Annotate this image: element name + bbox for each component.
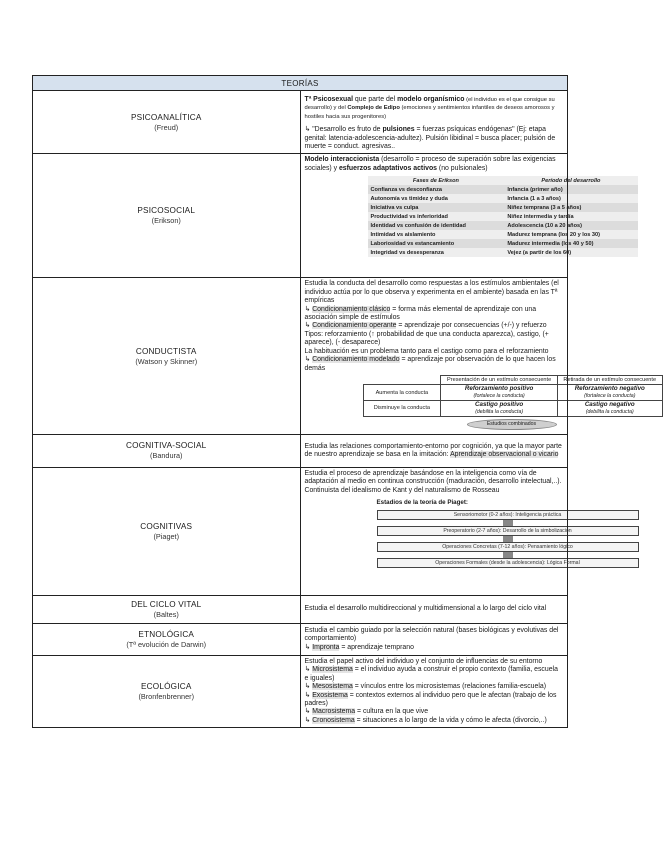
ref-cell <box>558 401 662 417</box>
ref-cell <box>441 401 558 417</box>
row-cognitiva-social <box>33 434 568 467</box>
term: Microsistema <box>312 666 353 674</box>
theory-title: ETNOLÓGICA <box>138 629 195 639</box>
row-label <box>33 278 301 435</box>
text: (no pulsionales) <box>437 164 488 172</box>
combined-studies-label: Estudios combinados <box>467 419 557 430</box>
row-label <box>33 595 301 623</box>
row-label <box>33 91 301 154</box>
theory-author: (Baltes) <box>153 609 179 619</box>
row-ciclo-vital <box>33 595 568 623</box>
paragraph <box>305 443 564 460</box>
text: ↳ <box>304 322 313 330</box>
theory-title: PSICOANALÍTICA <box>130 112 202 122</box>
ref-note: (debilita la conducta) <box>475 408 524 415</box>
text: Estudia las relaciones comportamiento-entorno por cognición, ya que la mayor parte de nuestro aprendizaje se basa en la imitación: <box>304 442 562 458</box>
theory-author: (Bandura) <box>150 451 183 461</box>
text: (el individuo es el que consigue su desarrollo) y del <box>304 97 555 112</box>
term: esfuerzos adaptativos activos <box>338 164 438 172</box>
text: (emociones y sentimientos infantiles de deseos amorosos y hostiles hacia sus progenitores) <box>304 105 555 120</box>
row-content <box>300 91 568 154</box>
row-label <box>33 434 301 467</box>
erikson-period: Vejez (a partir de los 60) <box>504 248 637 257</box>
erikson-period: Madurez intermedia (los 40 y 50) <box>504 239 637 248</box>
text: ↳ <box>304 643 313 651</box>
ref-cell <box>441 385 558 401</box>
ref-col-header: Retirada de un estímulo consecuente <box>558 375 662 384</box>
row-psicosocial <box>33 154 568 278</box>
list-item: ↳ Exosistema = contextos externos al individuo pero que le afectan (trabajo de los padres) <box>304 691 557 707</box>
row-content <box>300 655 568 727</box>
text: = vínculos entre los microsistemas (relaciones familia-escuela) <box>352 683 546 691</box>
theory-title: COGNITIVAS <box>140 521 193 531</box>
erikson-phase: Laboriosidad vs estancamiento <box>368 239 505 248</box>
text: = el individuo ayuda a construir el propio contexto (familia, escuela e iguales) <box>304 666 558 682</box>
term: Condicionamiento operante <box>312 322 397 330</box>
theory-author: (Bronfenbrenner) <box>138 692 195 702</box>
term: Mesosistema <box>312 683 353 691</box>
list-item: ↳ Microsistema = el individuo ayuda a construir el propio contexto (familia, escuela e iguales) <box>304 666 558 682</box>
reinforcement-table <box>363 375 663 417</box>
term: Cronosistema <box>312 716 355 724</box>
row-label <box>33 467 301 595</box>
list-item: ↳ Mesosistema = vínculos entre los microsistemas (relaciones familia-escuela) <box>304 683 546 691</box>
erikson-phase: Productividad vs inferioridad <box>368 212 505 221</box>
erikson-period: Infancia (1 a 3 años) <box>504 194 637 203</box>
term: Impronta <box>312 643 340 651</box>
term: Condicionamiento modelado <box>312 356 400 364</box>
paragraph <box>305 306 564 323</box>
text: ↳ <box>304 356 313 364</box>
theory-author: (Tª evolución de Darwin) <box>126 639 207 649</box>
ref-note: (fortalece la conducta) <box>584 392 636 399</box>
row-content <box>300 154 601 278</box>
table-header: TEORÍAS <box>33 76 568 91</box>
erikson-phase: Iniciativa vs culpa <box>368 203 505 212</box>
term: Macrosistema <box>312 708 356 716</box>
row-cognitivas <box>33 467 568 595</box>
ref-note: (debilita la conducta) <box>585 408 634 415</box>
row-label <box>33 623 301 655</box>
text: = situaciones a lo largo de la vida y cómo le afecta (divorcio,..) <box>354 716 547 724</box>
paragraph: Estudia el cambio guiado por la selección natural (bases biológicas y evolutivas del comportamiento) <box>304 626 559 643</box>
stage-box: Operaciones Concretas (7-12 años): Pensamiento lógico <box>377 542 639 552</box>
empty-cell <box>363 375 441 384</box>
ref-col-header: Presentación de un estímulo consecuente <box>441 375 558 384</box>
erikson-period: Niñez intermedia y tardía <box>504 212 637 221</box>
theory-title: COGNITIVA-SOCIAL <box>126 441 207 451</box>
theories-table <box>32 75 657 728</box>
theory-title: DEL CICLO VITAL <box>131 599 202 609</box>
row-content <box>300 623 568 655</box>
text: = cultura en la que vive <box>355 708 429 716</box>
term: Tª Psicosexual <box>304 96 354 103</box>
ref-term: Reforzamiento positivo <box>464 385 534 393</box>
theory-author: (Watson y Skinner) <box>135 356 198 366</box>
ref-cell <box>558 385 662 401</box>
erikson-period: Madurez temprana (los 20 y los 30) <box>504 230 637 239</box>
term: Aprendizaje observacional o vicario <box>450 450 559 458</box>
erikson-phase: Confianza vs desconfianza <box>368 185 505 194</box>
erikson-col-header: Período del desarrollo <box>504 176 637 185</box>
term: Condicionamiento clásico <box>312 305 391 313</box>
term: Modelo interaccionista <box>304 156 380 164</box>
theory-author: (Erikson) <box>151 216 181 226</box>
paragraph: La habituación es un problema tanto para el castigo como para el reforzamiento <box>304 347 549 355</box>
paragraph <box>305 356 564 373</box>
text: = contextos externos al individuo pero que le afectan (trabajo de los padres) <box>304 691 557 707</box>
erikson-period: Adolescencia (10 a 20 años) <box>504 221 637 230</box>
ref-note: (fortalece la conducta) <box>473 392 525 399</box>
term: Exosistema <box>312 691 348 699</box>
text: = fuerzas psíquicas endógenas" (Ej: etapa genital: latencia-adolescencia-adultez). Pulsión libidinal = busca placer; pulsión de muerte = conduct. agresivas.. <box>304 126 556 151</box>
paragraph <box>305 126 564 151</box>
erikson-phase: Intimidad vs aislamiento <box>368 230 505 239</box>
text: = aprendizaje por consecuencias (+/-) y refuerzo <box>396 322 547 330</box>
ref-term: Castigo positivo <box>475 401 524 409</box>
paragraph: Estudia el desarrollo multidireccional y multidimensional a lo largo del ciclo vital <box>304 605 547 613</box>
erikson-period: Niñez temprana (3 a 5 años) <box>504 203 637 212</box>
erikson-phase: Autonomía vs timidez y duda <box>368 194 505 203</box>
text: (desarrollo = proceso de superación sobre las exigencias sociales) y <box>304 156 556 172</box>
ref-term: Castigo negativo <box>584 401 635 409</box>
paragraph: Estudia el proceso de aprendizaje basándose en la inteligencia como vía de adaptación al medio en continua construcción (maduración, desarrollo intelectual,..). Continuista del idealismo de Kant y del naturalismo de Rosseau <box>304 469 562 494</box>
row-ecologica <box>33 655 568 727</box>
row-content <box>300 467 580 595</box>
term: Complejo de Edipo <box>347 105 400 112</box>
ref-row-header: Disminuye la conducta <box>363 401 441 417</box>
text: que parte del <box>353 96 398 103</box>
ref-row-header: Aumenta la conducta <box>363 385 441 401</box>
row-content <box>300 595 568 623</box>
paragraph <box>305 322 564 330</box>
term: modelo organísmico <box>397 96 465 103</box>
text: ↳ "Desarrollo es fruto de <box>304 126 383 134</box>
ref-term: Reforzamiento negativo <box>574 385 645 393</box>
stages-title: Estadios de la teoría de Piaget: <box>376 499 468 507</box>
row-conductista <box>33 278 568 435</box>
list-item: ↳ Cronosistema = situaciones a lo largo de la vida y cómo le afecta (divorcio,..) <box>304 716 547 724</box>
erikson-table <box>368 176 638 257</box>
stage-box: Sensoriomotor (0-2 años): Inteligencia práctica <box>377 510 639 520</box>
erikson-phase: Identidad vs confusión de identidad <box>368 221 505 230</box>
row-label <box>33 655 301 727</box>
paragraph: Estudia el papel activo del individuo y el conjunto de influencias de su entorno <box>304 657 543 665</box>
row-label <box>33 154 301 278</box>
paragraph: Tipos: reforzamiento (↑ probabilidad de que una conducta aparezca), castigo, (+ aparece), (- desaparece) <box>304 330 549 347</box>
theory-author: (Piaget) <box>153 531 180 541</box>
row-content <box>300 434 568 467</box>
paragraph <box>305 96 564 121</box>
list-item: ↳ Macrosistema = cultura en la que vive <box>304 708 429 716</box>
row-content <box>300 278 657 435</box>
theory-title: CONDUCTISTA <box>135 346 197 356</box>
text: = aprendizaje temprano <box>339 643 414 651</box>
erikson-phase: Integridad vs desesperanza <box>368 248 505 257</box>
theory-title: ECOLÓGICA <box>141 682 192 692</box>
theory-author: (Freud) <box>154 122 179 132</box>
paragraph <box>305 156 564 173</box>
paragraph: Estudia la conducta del desarrollo como respuestas a los estímulos ambientales (el individuo actúa por lo que observa y experimenta en el ambiente) basada en las Tª empíricas <box>304 280 559 305</box>
text: ↳ <box>304 305 313 313</box>
erikson-period: Infancia (primer año) <box>504 185 637 194</box>
stage-box: Operaciones Formales (desde la adolescencia): Lógica Formal <box>377 558 639 568</box>
piaget-stages <box>377 499 639 567</box>
row-psicoanalitica <box>33 91 568 154</box>
theory-title: PSICOSOCIAL <box>137 206 196 216</box>
stage-box: Preoperatorio (2-7 años): Desarrollo de la simbolización <box>377 526 639 536</box>
paragraph <box>305 644 564 652</box>
text: = forma más elemental de aprendizaje con una asociación simple de estímulos <box>304 305 537 322</box>
term: pulsiones <box>382 126 415 134</box>
erikson-col-header: Fases de Erikson <box>368 176 505 185</box>
text: = aprendizaje por observación de lo que hacen los demás <box>304 356 556 372</box>
row-etnologica <box>33 623 568 655</box>
